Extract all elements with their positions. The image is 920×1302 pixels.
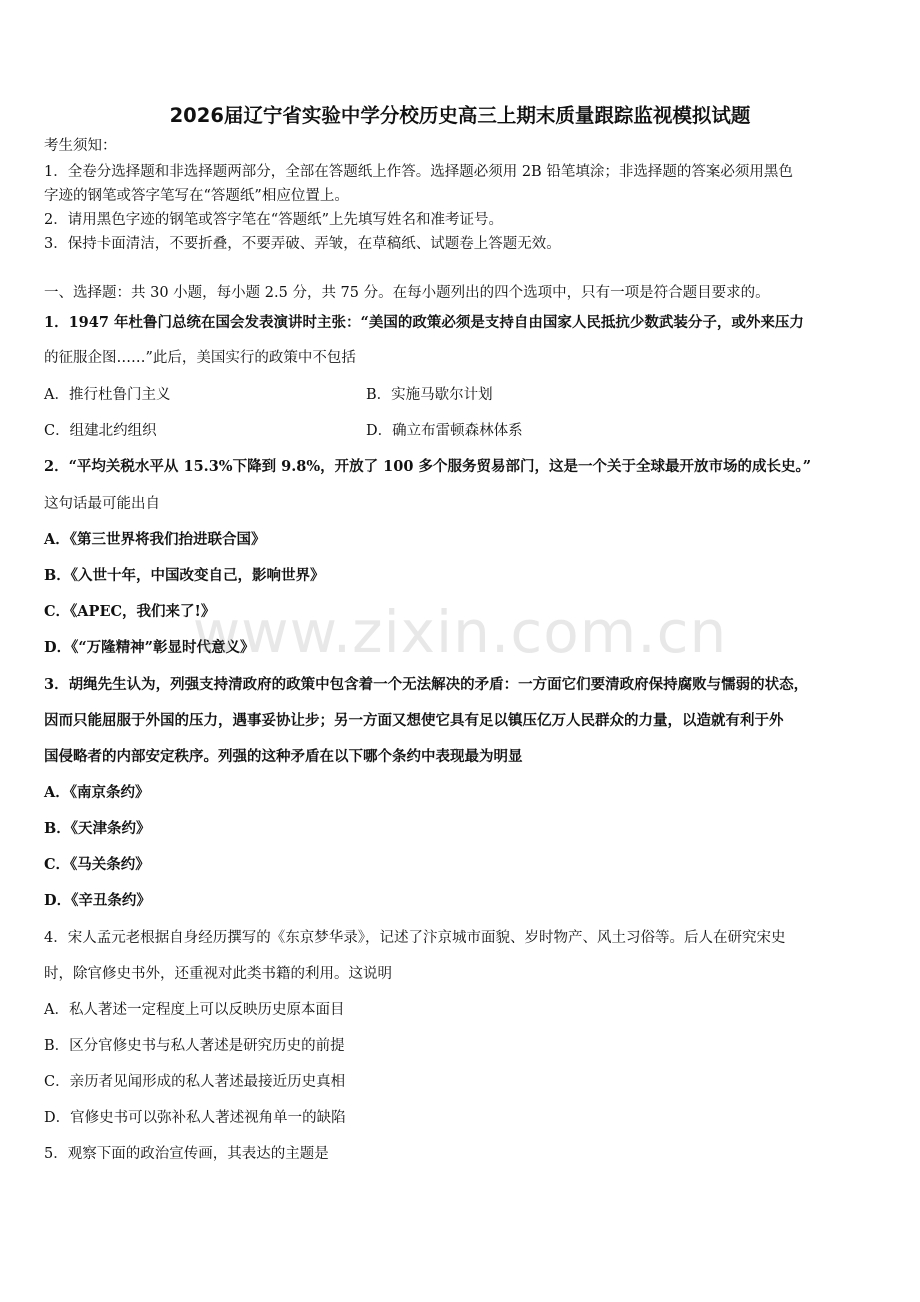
q1-stem-line-2: 的征服企图……”此后，美国实行的政策中不包括 bbox=[44, 350, 356, 366]
q4-stem-line-1: 4．宋人孟元老根据自身经历撰写的《东京梦华录》，记述了汴京城市面貌、岁时物产、风土习俗等。后人在研究宋史 bbox=[44, 930, 786, 946]
q1-option-a: A．推行杜鲁门主义 bbox=[44, 387, 171, 403]
section-heading: 一、选择题：共 30 小题，每小题 2.5 分，共 75 分。在每小题列出的四个选项中，只有一项是符合题目要求的。 bbox=[44, 285, 770, 301]
q3-option-b: B．《天津条约》 bbox=[44, 820, 151, 837]
q4-option-d: D．官修史书可以弥补私人著述视角单一的缺陷 bbox=[44, 1110, 346, 1126]
q3-stem-line-3: 国侵略者的内部安定秩序。列强的这种矛盾在以下哪个条约中表现最为明显 bbox=[44, 748, 523, 765]
q3-option-d: D．《辛丑条约》 bbox=[44, 892, 151, 909]
q1-option-c: C．组建北约组织 bbox=[44, 423, 157, 439]
q2-option-d: D．《“万隆精神”彰显时代意义》 bbox=[44, 639, 255, 656]
q2-option-c: C．《APEC，我们来了!》 bbox=[44, 603, 216, 620]
q1-option-d: D．确立布雷顿森林体系 bbox=[366, 423, 523, 439]
notice-item-3: 3．保持卡面清洁，不要折叠，不要弄破、弄皱，在草稿纸、试题卷上答题无效。 bbox=[44, 236, 561, 252]
q3-stem-line-1: 3．胡绳先生认为，列强支持清政府的政策中包含着一个无法解决的矛盾：一方面它们要清政府保持腐败与懦弱的状态， bbox=[44, 676, 809, 693]
q3-option-a: A．《南京条约》 bbox=[44, 784, 150, 801]
q1-stem-line-1: 1．1947 年杜鲁门总统在国会发表演讲时主张：“美国的政策必须是支持自由国家人民抵抗少数武装分子，或外来压力 bbox=[44, 314, 804, 331]
watermark: www.zixin.com.cn bbox=[192, 598, 728, 666]
notice-item-1-line-1: 1．全卷分选择题和非选择题两部分，全部在答题纸上作答。选择题必须用 2B 铅笔填涂；非选择题的答案必须用黑色 bbox=[44, 164, 793, 180]
q3-option-c: C．《马关条约》 bbox=[44, 856, 150, 873]
q2-stem-line-2: 这句话最可能出自 bbox=[44, 496, 160, 512]
q4-option-c: C．亲历者见闻形成的私人著述最接近历史真相 bbox=[44, 1074, 346, 1090]
q4-stem-line-2: 时，除官修史书外，还重视对此类书籍的利用。这说明 bbox=[44, 966, 392, 982]
q5-stem-line-1: 5．观察下面的政治宣传画，其表达的主题是 bbox=[44, 1146, 329, 1162]
q2-option-b: B．《入世十年，中国改变自己，影响世界》 bbox=[44, 567, 325, 584]
notice-heading: 考生须知： bbox=[44, 138, 117, 154]
q2-stem-line-1: 2．“平均关税水平从 15.3%下降到 9.8%，开放了 100 多个服务贸易部门，这是一个关于全球最开放市场的成长史。” bbox=[44, 458, 812, 475]
q4-option-a: A．私人著述一定程度上可以反映历史原本面目 bbox=[44, 1002, 345, 1018]
page-title: 2026届辽宁省实验中学分校历史高三上期末质量跟踪监视模拟试题 bbox=[169, 104, 751, 127]
q4-option-b: B．区分官修史书与私人著述是研究历史的前提 bbox=[44, 1038, 345, 1054]
notice-item-2: 2．请用黑色字迹的钢笔或答字笔在“答题纸”上先填写姓名和准考证号。 bbox=[44, 212, 504, 228]
notice-item-1-line-2: 字迹的钢笔或答字笔写在“答题纸”相应位置上。 bbox=[44, 188, 349, 204]
q1-option-b: B．实施马歇尔计划 bbox=[366, 387, 493, 403]
q2-option-a: A．《第三世界将我们抬进联合国》 bbox=[44, 531, 266, 548]
q3-stem-line-2: 因而只能屈服于外国的压力，遇事妥协让步；另一方面又想使它具有足以镇压亿万人民群众的力量，以造就有利于外 bbox=[44, 712, 784, 729]
